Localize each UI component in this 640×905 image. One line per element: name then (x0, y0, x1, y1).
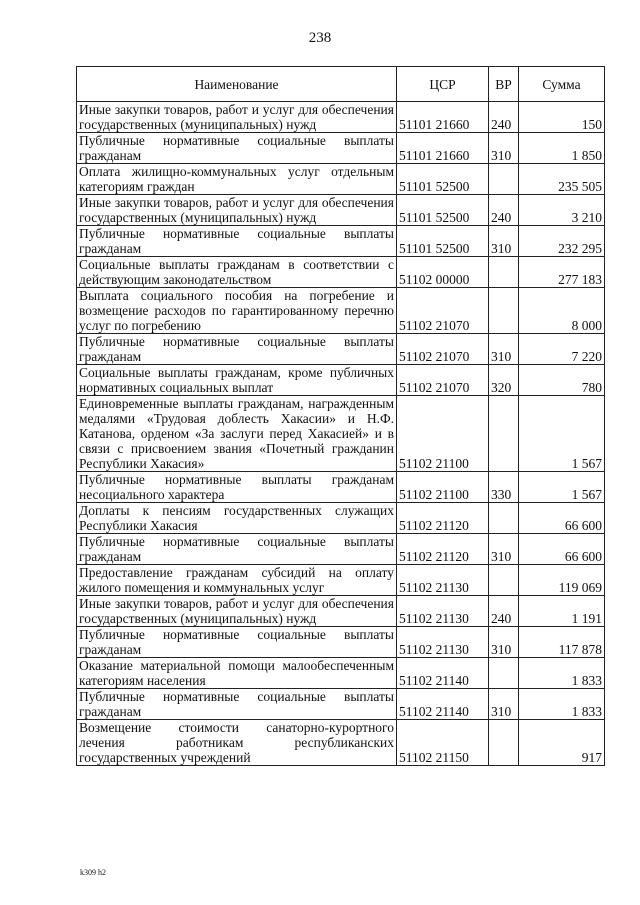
table-row (77, 627, 605, 658)
row-code: 51102 21140 (397, 689, 489, 720)
row-vr: 240 (489, 102, 519, 133)
row-sum: 917 (519, 720, 605, 766)
row-vr (489, 396, 519, 472)
table-row (77, 658, 605, 689)
table-row (77, 226, 605, 257)
row-name: Иные закупки товаров, работ и услуг для обеспечения государственных (муниципальных) нужд (77, 596, 397, 627)
row-name: Публичные нормативные социальные выплаты гражданам (77, 334, 397, 365)
row-vr: 310 (489, 689, 519, 720)
row-sum: 7 220 (519, 334, 605, 365)
footer-code: k309 h2 (80, 868, 106, 877)
row-name: Оказание материальной помощи малообеспеченным категориям населения (77, 658, 397, 689)
header-sum: Сумма (519, 67, 605, 102)
row-name: Социальные выплаты гражданам в соответствии с действующим законодательством (77, 257, 397, 288)
row-sum: 1 833 (519, 689, 605, 720)
row-code: 51102 21140 (397, 658, 489, 689)
row-vr (489, 720, 519, 766)
row-sum: 66 600 (519, 534, 605, 565)
row-name: Публичные нормативные социальные выплаты гражданам (77, 534, 397, 565)
table-row (77, 596, 605, 627)
row-vr (489, 164, 519, 195)
row-code: 51102 21130 (397, 596, 489, 627)
table-row (77, 503, 605, 534)
row-vr (489, 658, 519, 689)
row-sum: 1 833 (519, 658, 605, 689)
row-name: Предоставление гражданам субсидий на оплату жилого помещения и коммунальных услуг (77, 565, 397, 596)
budget-table (76, 66, 605, 766)
row-sum: 119 069 (519, 565, 605, 596)
row-name: Публичные нормативные социальные выплаты гражданам (77, 689, 397, 720)
row-name: Возмещение стоимости санаторно-курортного лечения работникам республиканских государственных учреждений (77, 720, 397, 766)
row-sum: 8 000 (519, 288, 605, 334)
row-code: 51102 00000 (397, 257, 489, 288)
header-code: ЦСР (397, 67, 489, 102)
table-row (77, 102, 605, 133)
row-code: 51102 21150 (397, 720, 489, 766)
row-sum: 117 878 (519, 627, 605, 658)
row-code: 51102 21070 (397, 334, 489, 365)
row-name: Выплата социального пособия на погребение и возмещение расходов по гарантированному перечню услуг по погребению (77, 288, 397, 334)
row-code: 51101 52500 (397, 164, 489, 195)
row-vr: 310 (489, 133, 519, 164)
row-name: Публичные нормативные социальные выплаты гражданам (77, 627, 397, 658)
row-code: 51101 21660 (397, 102, 489, 133)
row-code: 51102 21100 (397, 396, 489, 472)
row-sum: 3 210 (519, 195, 605, 226)
table-row (77, 334, 605, 365)
table-row (77, 133, 605, 164)
row-code: 51102 21130 (397, 627, 489, 658)
row-sum: 1 191 (519, 596, 605, 627)
row-code: 51102 21070 (397, 365, 489, 396)
row-name: Единовременные выплаты гражданам, награжденным медалями «Трудовая доблесть Хакасии» и Н.Ф. Катанова, орденом «За заслуги перед Хакасией» и в связи с присвоением звания «Почетный гражданин Республики Хакасия» (77, 396, 397, 472)
row-code: 51102 21070 (397, 288, 489, 334)
header-name: Наименование (77, 67, 397, 102)
table-header-row (77, 67, 605, 102)
row-name: Оплата жилищно-коммунальных услуг отдельным категориям граждан (77, 164, 397, 195)
table-row (77, 720, 605, 766)
row-vr (489, 565, 519, 596)
table-row (77, 257, 605, 288)
row-vr: 310 (489, 534, 519, 565)
table-row (77, 534, 605, 565)
header-vr: ВР (489, 67, 519, 102)
row-vr (489, 503, 519, 534)
row-code: 51101 52500 (397, 195, 489, 226)
row-vr: 240 (489, 195, 519, 226)
row-vr: 330 (489, 472, 519, 503)
row-name: Публичные нормативные выплаты гражданам несоциального характера (77, 472, 397, 503)
row-vr: 310 (489, 334, 519, 365)
row-name: Публичные нормативные социальные выплаты гражданам (77, 226, 397, 257)
table-row (77, 472, 605, 503)
table-row (77, 195, 605, 226)
row-sum: 780 (519, 365, 605, 396)
row-code: 51101 52500 (397, 226, 489, 257)
row-vr: 310 (489, 627, 519, 658)
table-row (77, 396, 605, 472)
table-row (77, 689, 605, 720)
row-name: Иные закупки товаров, работ и услуг для обеспечения государственных (муниципальных) нужд (77, 102, 397, 133)
table-row (77, 565, 605, 596)
row-vr: 240 (489, 596, 519, 627)
row-vr: 320 (489, 365, 519, 396)
row-vr (489, 257, 519, 288)
row-sum: 66 600 (519, 503, 605, 534)
row-sum: 235 505 (519, 164, 605, 195)
row-vr (489, 288, 519, 334)
row-code: 51102 21120 (397, 534, 489, 565)
row-name: Социальные выплаты гражданам, кроме публичных нормативных социальных выплат (77, 365, 397, 396)
row-code: 51102 21100 (397, 472, 489, 503)
row-vr: 310 (489, 226, 519, 257)
row-sum: 232 295 (519, 226, 605, 257)
row-sum: 1 850 (519, 133, 605, 164)
row-sum: 1 567 (519, 396, 605, 472)
row-name: Иные закупки товаров, работ и услуг для обеспечения государственных (муниципальных) нужд (77, 195, 397, 226)
row-code: 51101 21660 (397, 133, 489, 164)
row-code: 51102 21120 (397, 503, 489, 534)
table-row (77, 365, 605, 396)
row-sum: 277 183 (519, 257, 605, 288)
row-sum: 1 567 (519, 472, 605, 503)
row-name: Доплаты к пенсиям государственных служащих Республики Хакасия (77, 503, 397, 534)
page-number: 238 (308, 30, 332, 46)
row-code: 51102 21130 (397, 565, 489, 596)
row-name: Публичные нормативные социальные выплаты гражданам (77, 133, 397, 164)
table-row (77, 288, 605, 334)
table-row (77, 164, 605, 195)
row-sum: 150 (519, 102, 605, 133)
